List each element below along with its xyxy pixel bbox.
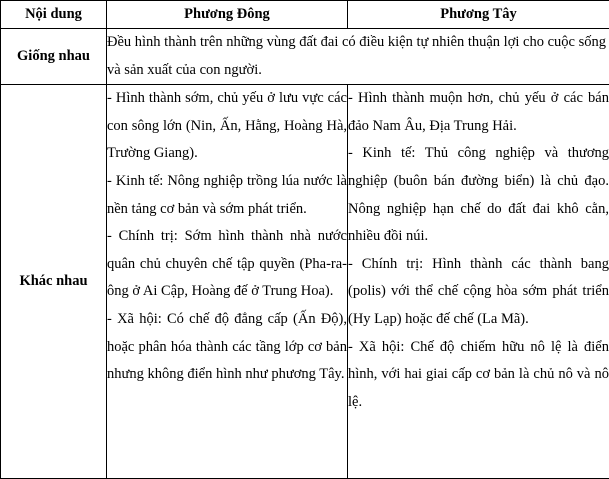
header-east: Phương Đông: [107, 1, 348, 29]
header-row: [1, 1, 609, 29]
header-west: Phương Tây: [348, 1, 609, 29]
east-economy: - Kinh tế: Nông nghiệp trồng lúa nước là nền tảng cơ bản và sớm phát triển.: [107, 172, 347, 217]
west-society: - Xã hội: Chế độ chiếm hữu nô lệ là điển hình, với hai giai cấp cơ bản là chủ nô và nô lệ.: [348, 338, 609, 410]
east-origin: - Hình thành sớm, chủ yếu ở lưu vực các con sông lớn (Nin, Ấn, Hằng, Hoàng Hà, Trường Giang).: [107, 90, 347, 162]
header-content: Nội dung: [1, 1, 107, 29]
west-economy: - Kinh tế: Thủ công nghiệp và thương nghiệp (buôn bán đường biển) là chủ đạo. Nông nghiệp hạn chế do đất đai khô cằn, nhiều đồi núi.: [348, 145, 609, 245]
west-politics: - Chính trị: Hình thành các thành bang (polis) với thể chế cộng hòa sớm phát triển (Hy Lạp) hoặc đế chế (La Mã).: [348, 255, 609, 327]
differences-west-cell: [348, 85, 609, 479]
differences-row: [1, 85, 609, 479]
east-politics: - Chính trị: Sớm hình thành nhà nước quân chủ chuyên chế tập quyền (Pha-ra-ông ở Ai Cập, Hoàng đế ở Trung Hoa).: [107, 228, 347, 300]
similarities-label: Giống nhau: [1, 29, 107, 85]
west-origin: - Hình thành muộn hơn, chủ yếu ở các bán đảo Nam Âu, Địa Trung Hải.: [348, 90, 609, 134]
east-society: - Xã hội: Có chế độ đẳng cấp (Ấn Độ), hoặc phân hóa thành các tầng lớp cơ bản nhưng không điển hình như phương Tây.: [107, 310, 347, 383]
differences-label: Khác nhau: [1, 85, 107, 479]
similarities-text: Đều hình thành trên những vùng đất đai có điều kiện tự nhiên thuận lợi cho cuộc sống và sản xuất của con người.: [107, 29, 609, 85]
differences-east-cell: [107, 85, 348, 479]
similarities-row: [1, 29, 609, 85]
